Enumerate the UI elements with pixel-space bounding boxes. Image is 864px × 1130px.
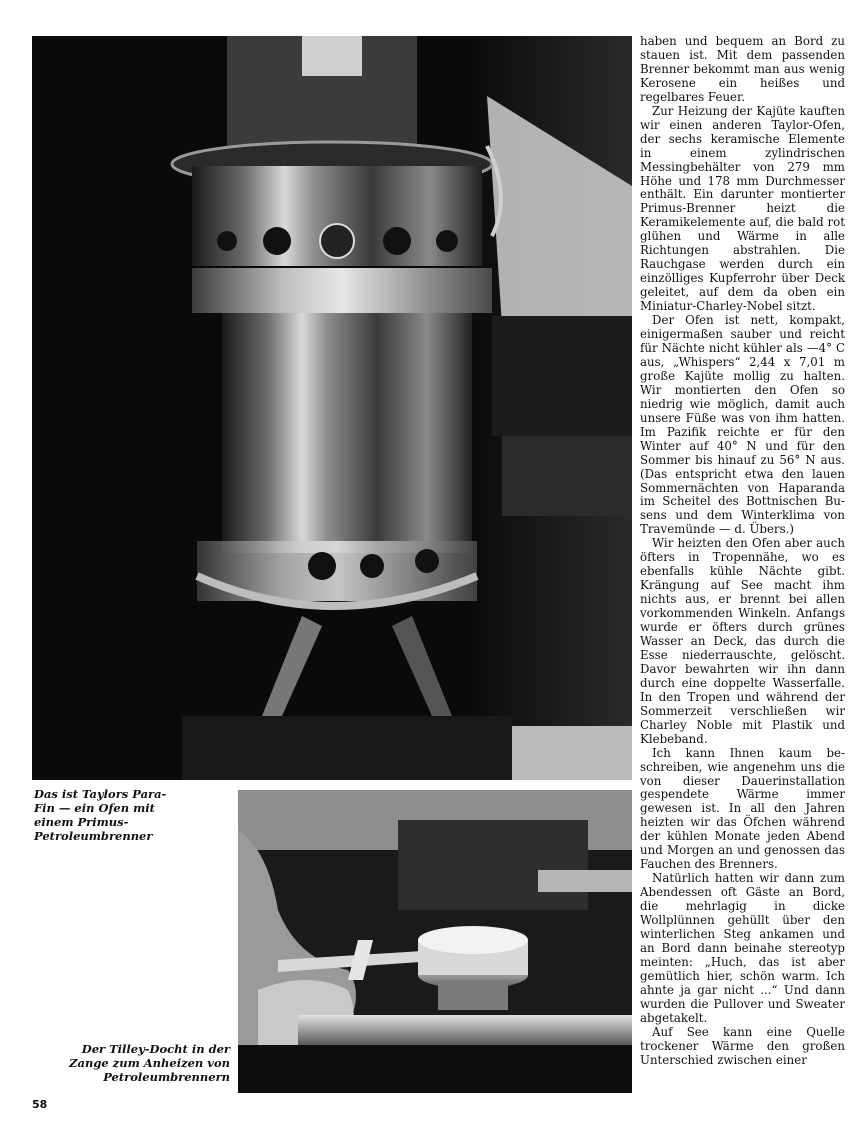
article-paragraph: Auf See kann eine Quelle trockener Wärme den großen Unterschied zwischen einer	[640, 1024, 845, 1067]
article-text-column	[640, 35, 845, 1068]
tilley-wick-photo-graphic	[238, 790, 632, 1093]
article-paragraph: haben und bequem an Bord zu stauen ist. Mit dem passenden Brenner bekommt man aus wenig Kerosene ein heißes und regelbares Feuer.	[640, 34, 845, 104]
article-paragraph: Wir heizten den Ofen aber auch öfters in Tropennähe, wo es ebenfalls kühle Nächte gibt. Krängung auf See macht ihm nichts aus, er brennt bei allen vorkommenden Winkeln. Anfangs wurde er öfters durch grünes Wasser an Deck, das durch die Esse niederrauschte, gelöscht. Davor bewahrten wir ihn dann durch eine doppelte Wasserfalle. In den Tropen und während der Sommerzeit verschließen wir Charley Noble mit Plastik und Klebeband.	[640, 536, 845, 746]
article-paragraph: Der Ofen ist nett, kompakt, einigermaßen sauber und reicht für Nächte nicht kühler als —4° C aus, „Whispers“ 2,44 x 7,01 m große Kajüte mollig zu halten. Wir montierten den Ofen so niedrig wie möglich, damit auch unsere Füße was von ihm hatten. Im Pazifik reichte er für den Winter auf 40° N und für den Sommer bis hinauf zu 56° N aus. (Das entspricht etwa den lauen Sommernächten von Haparanda im Scheitel des Bottnischen Busens und dem Winterklima von Travemünde — d. Übers.)	[640, 313, 845, 537]
photo-caption-bottom: Der Tilley-Docht in der Zange zum Anheizen von Petroleumbrennern	[69, 1042, 230, 1084]
tilley-wick-photo	[238, 790, 632, 1093]
page-number: 58	[32, 1098, 48, 1111]
article-paragraph: Natürlich hatten wir dann zum Abendessen oft Gäste an Bord, die mehrlagig in dicke Wollplünnen gehüllt über den winterlichen Steg ankamen und an Bord dann beinahe stereotyp meinten: „Huch, das ist aber gemütlich hier, schön warm. Ich ahnte ja gar nicht ...“ Und dann wurden die Pullover und Sweater abgetakelt.	[640, 871, 845, 1025]
article-paragraph: Ich kann Ihnen kaum beschreiben, wie angenehm uns die von dieser Dauerinstallation gespendete Wärme immer gewesen ist. In all den Jahren heizten wir das Öfchen während der kühlen Monate jeden Abend und Morgen an und genossen das Fauchen des Brenners.	[640, 745, 845, 872]
photo-caption-top: Das ist Taylors Para-Fin — ein Ofen mit einem Primus-Petroleumbrenner	[34, 787, 167, 843]
article-paragraph: Zur Heizung der Kajüte kauften wir einen anderen Taylor-Ofen, der sechs keramische Elemente in einem zylindrischen Messingbehälter von 279 mm Höhe und 178 mm Durchmesser enthält. Ein darunter montierter Primus-Brenner heizt die Keramikelemente auf, die bald rot glühen und Wärme in alle Richtungen abstrahlen. Die Rauchgase werden durch ein einzölliges Kupferrohr über Deck geleitet, auf dem da oben ein Miniatur-Charley-Nobel sitzt.	[640, 103, 845, 314]
stove-photo-graphic	[32, 36, 632, 780]
stove-photo	[32, 36, 632, 780]
